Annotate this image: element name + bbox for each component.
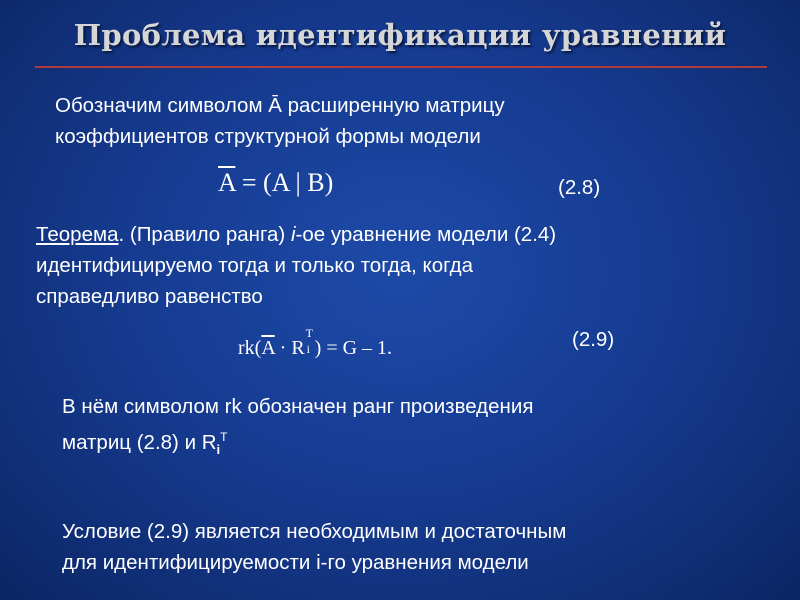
- theorem-line-2: идентифицируемо тогда и только тогда, когда: [36, 254, 474, 277]
- formula-2-matrix-a: $\overline{A}$: [261, 337, 275, 359]
- formula-2-sup: T: [305, 326, 314, 340]
- formula-rank-condition: [238, 326, 393, 360]
- formula-extended-matrix: [218, 168, 333, 198]
- conclusion-line-1: Условие (2.9) является необходимым и достаточным: [62, 520, 567, 543]
- formula-2-dot-r: · R: [274, 337, 305, 359]
- formula-1-lhs: $\overline{A}$: [218, 168, 236, 197]
- formula-2-indices: [305, 326, 315, 356]
- intro-paragraph: [55, 90, 505, 152]
- note-sub-i: i: [216, 441, 221, 457]
- slide-title: Проблема идентификации уравнений: [73, 18, 727, 52]
- title-divider: [35, 66, 767, 68]
- formula-2-suffix: ) = G – 1.: [314, 337, 393, 359]
- formula-2-prefix: rk(: [238, 337, 262, 359]
- conclusion-line-2: для идентифицируемости i-го уравнения модели: [62, 551, 529, 574]
- theorem-line-1-part: . (Правило ранга): [118, 223, 291, 246]
- theorem-label: Теорема: [36, 223, 119, 246]
- equation-number-2-9: (2.9): [572, 328, 615, 351]
- intro-line-1: Обозначим символом Ā расширенную матрицу: [55, 94, 505, 117]
- note-line-1: В нём символом rk обозначен ранг произведения: [62, 395, 534, 418]
- intro-line-2: коэффициентов структурной формы модели: [55, 125, 481, 148]
- formula-1-rhs: (A | B): [263, 168, 334, 197]
- note-line-2: матриц (2.8) и R: [62, 430, 217, 454]
- note-paragraph: [62, 391, 533, 465]
- theorem-italic-i: i: [290, 223, 296, 246]
- theorem-paragraph: [36, 219, 556, 312]
- theorem-line-3: справедливо равенство: [36, 285, 263, 308]
- note-sup-t: T: [220, 430, 228, 444]
- formula-1-equals: =: [241, 168, 257, 197]
- theorem-line-1-end: -ое уравнение модели (2.4): [295, 223, 557, 246]
- formula-2-sub: i: [306, 342, 311, 356]
- equation-number-2-8: (2.8): [558, 176, 601, 199]
- conclusion-paragraph: [62, 516, 566, 578]
